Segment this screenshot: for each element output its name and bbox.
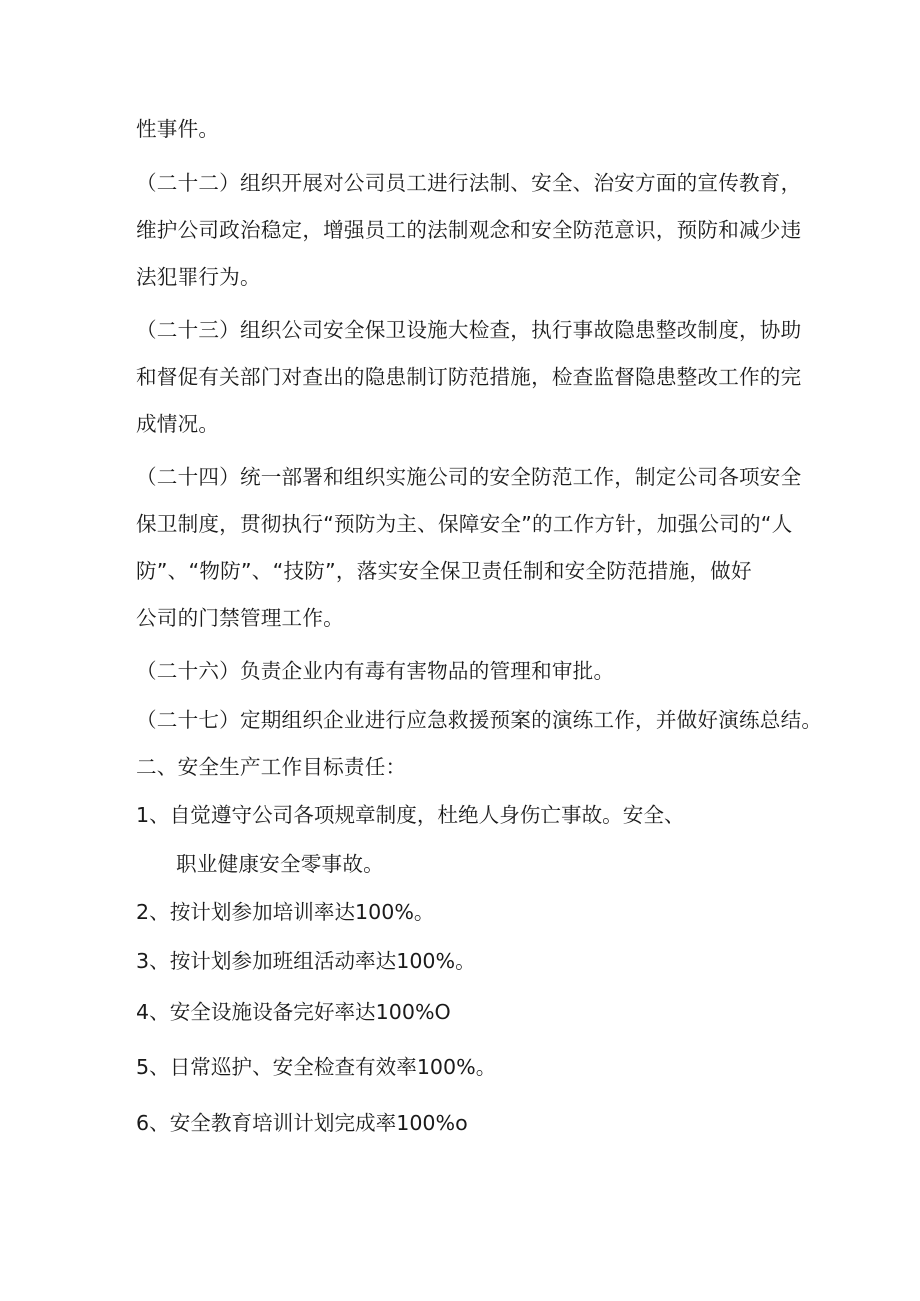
paragraph-line: （二十二）组织开展对公司员工进行法制、安全、治安方面的宣传教育， [136, 171, 802, 195]
paragraph-line: 性事件。 [136, 117, 220, 141]
target-item-2: 2、按计划参加培训率达100%。 [136, 900, 435, 924]
target-item-5: 5、日常巡护、安全检查有效率100%。 [136, 1055, 497, 1079]
paragraph-line: 和督促有关部门对查出的隐患制订防范措施，检查监督隐患整改工作的完 [136, 365, 802, 389]
paragraph-line: 法犯罪行为。 [136, 265, 261, 289]
target-item-1-continued: 职业健康安全零事故。 [176, 852, 384, 876]
target-item-4: 4、安全设施设备完好率达100%O [136, 1000, 451, 1024]
paragraph-line: （二十七）定期组织企业进行应急救援预案的演练工作，并做好演练总结。 [136, 708, 823, 732]
paragraph-line: 公司的门禁管理工作。 [136, 606, 344, 630]
paragraph-line: 维护公司政治稳定，增强员工的法制观念和安全防范意识，预防和减少违 [136, 218, 802, 242]
paragraph-line: （二十四）统一部署和组织实施公司的安全防范工作，制定公司各项安全 [136, 465, 802, 489]
paragraph-line: 保卫制度，贯彻执行“预防为主、保障安全”的工作方针，加强公司的“人 [136, 512, 793, 536]
section-heading: 二、安全生产工作目标责任： [136, 755, 407, 779]
paragraph-line: （二十六）负责企业内有毒有害物品的管理和审批。 [136, 659, 615, 683]
target-item-3: 3、按计划参加班组活动率达100%。 [136, 949, 476, 973]
paragraph-line: 成情况。 [136, 412, 220, 436]
target-item-1: 1、自觉遵守公司各项规章制度，杜绝人身伤亡事故。安全、 [136, 803, 685, 827]
target-item-6: 6、安全教育培训计划完成率100%o [136, 1111, 468, 1135]
paragraph-line: （二十三）组织公司安全保卫设施大检查，执行事故隐患整改制度，协助 [136, 318, 802, 342]
paragraph-line: 防”、“物防”、“技防”，落实安全保卫责任制和安全防范措施，做好 [136, 559, 752, 583]
